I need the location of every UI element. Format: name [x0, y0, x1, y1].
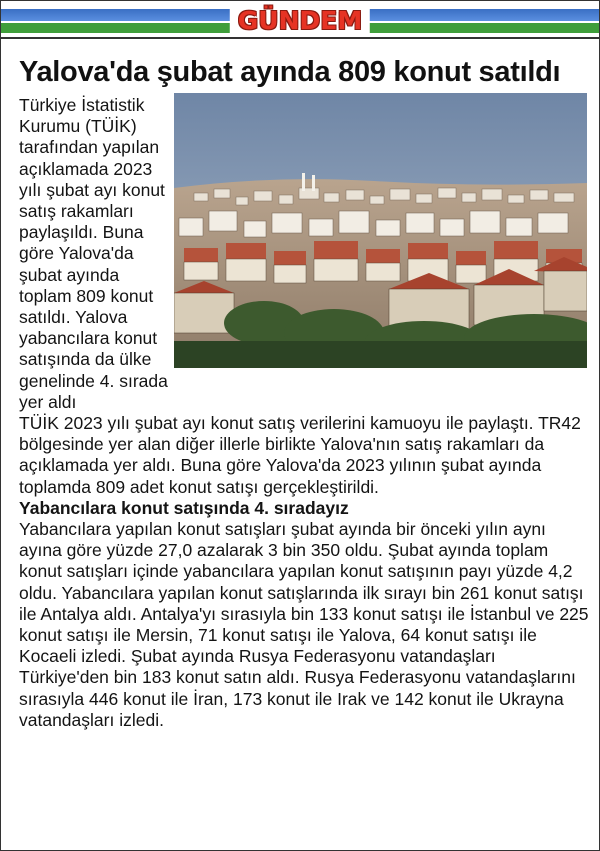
article-paragraph: Yabancılara yapılan konut satışları şubat ayında bir önceki yılın aynı ayına göre yüzde 27,0 azalarak 3 bin 350 oldu. Şubat ayında toplam konut satışları içinde yabancılara yapılan konut satışının payı yüzde 4,2 oldu. Yabancılara yapılan konut satışlarında ilk sırayı bin 261 konut satışı ile Antalya aldı. Antalya'yı sırasıyla bin 133 konut satışı ile İstanbul ve 225 konut satışı ile Mersin, 71 konut satışı ile Yalova, 64 konut satışı ile Kocaeli izledi. Şubat ayında Rusya Federasyonu vatandaşları Türkiye'den bin 183 konut satın aldı. Rusya Federasyonu vatandaşlarını sırasıyla 446 konut ile İran, 173 konut ile Irak ve 142 konut ile Ukrayna vatandaşları izledi. [19, 519, 589, 730]
section-title: GÜNDEM [230, 7, 370, 35]
article-paragraph: TÜİK 2023 yılı şubat ayı konut satış verilerini kamuoyu ile paylaştı. TR42 bölgesinde yer alan diğer illerle birlikte Yalova'nın satış rakamları da açıklamada yer aldı. Buna göre Yalova'da 2023 yılının şubat ayında toplamda 809 adet konut satışı gerçekleştirildi. [19, 413, 581, 497]
section-banner [1, 1, 599, 41]
photo-wrap-spacer [172, 95, 589, 371]
article-headline: Yalova'da şubat ayında 809 konut satıldı [19, 56, 561, 88]
article-subheading: Yabancılara konut satışında 4. sıradayız [19, 497, 349, 518]
article-lead: Türkiye İstatistik Kurumu (TÜİK) tarafından yapılan açıklamada 2023 yılı şubat ayı konut satış rakamları paylaşıldı. Buna göre Yalova'da şubat ayında toplam 809 konut satıldı. Yalova yabancılara konut satışında da ülke genelinde 4. sırada yer aldı [19, 95, 168, 412]
banner-divider [1, 37, 599, 39]
article-body [19, 95, 589, 731]
